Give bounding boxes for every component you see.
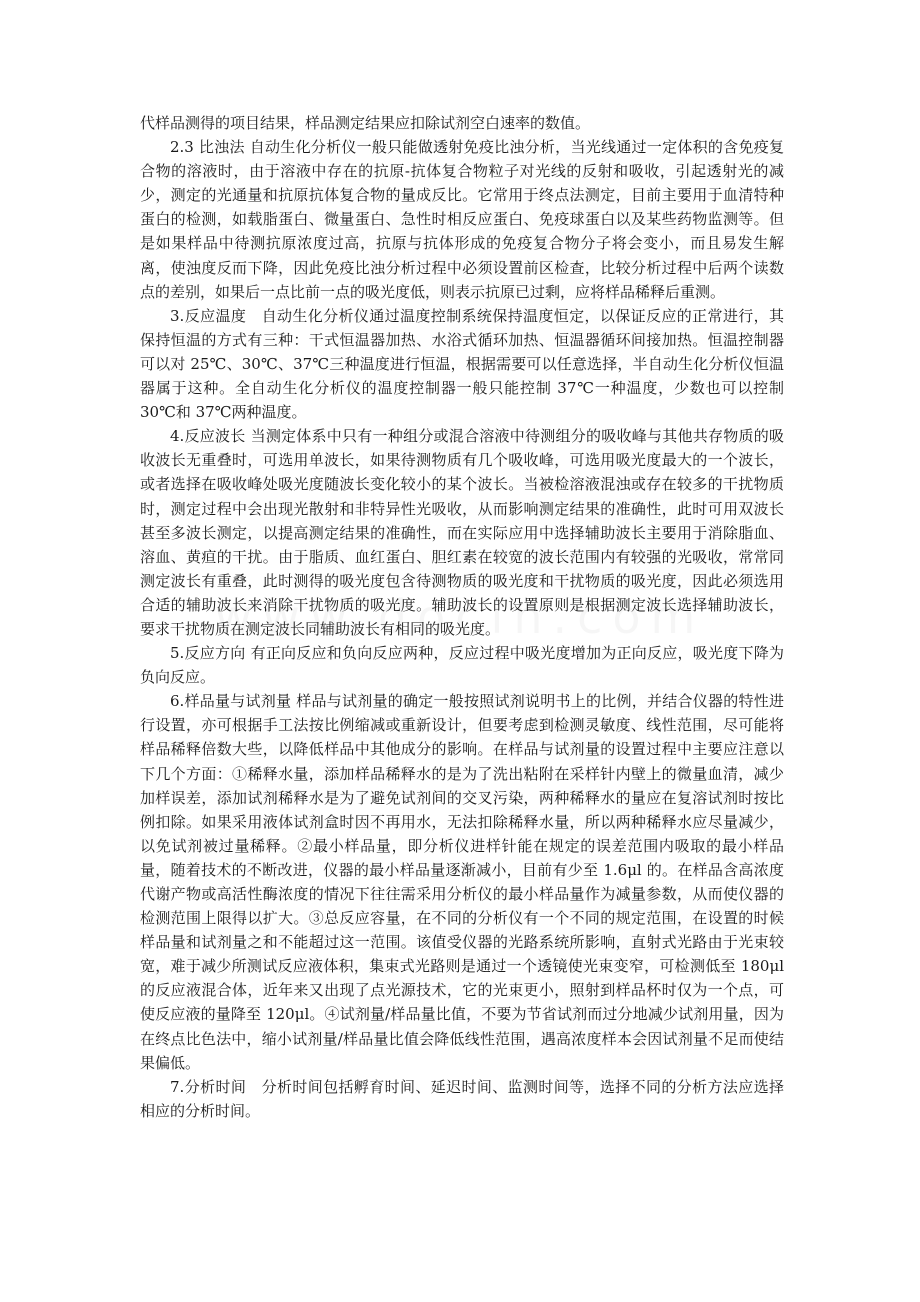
paragraph-continuation: 代样品测得的项目结果，样品测定结果应扣除试剂空白速率的数值。 — [140, 114, 591, 132]
paragraph-turbidimetry: 2.3 比浊法 自动生化分析仪一般只能做透射免疫比浊分析，当光线通过一定体积的含免疫复合物的溶液时，由于溶液中存在的抗原-抗体复合物粒子对光线的反射和吸收，引起透射光的减少，测定的光通量和抗原抗体复合物的量成反比。它常用于终点法测定，目前主要用于血清特种蛋白的检测，如载脂蛋白、微量蛋白、急性时相反应蛋白、免疫球蛋白以及某些药物监测等。但是如果样品中待测抗原浓度过高，抗原与抗体形成的免疫复合物分子将会变小，而且易发生解离，使浊度反而下降，因此免疫比浊分析过程中必须设置前区检查，比较分析过程中后两个读数点的差别，如果后一点比前一点的吸光度低，则表示抗原已过剩，应将样品稀释后重测。 — [140, 138, 784, 301]
paragraph-reaction-direction: 5.反应方向 有正向反应和负向反应两种，反应过程中吸光度增加为正向反应，吸光度下降为负向反应。 — [140, 644, 784, 687]
paragraph-reaction-temperature: 3.反应温度 自动生化分析仪通过温度控制系统保持温度恒定，以保证反应的正常进行，其保持恒温的方式有三种：干式恒温器加热、水浴式循环加热、恒温器循环间接加热。恒温控制器可以对 25℃、30℃、37℃三种温度进行恒温，根据需要可以任意选择，半自动生化分析仪恒温器属于这种。全自动生化分析仪的温度控制器一般只能控制 37℃一种温度，少数也可以控制 30℃和 37℃两种温度。 — [140, 306, 784, 422]
paragraph-analysis-time: 7.分析时间 分析时间包括孵育时间、延迟时间、监测时间等，选择不同的分析方法应选择相应的分析时间。 — [140, 1077, 784, 1120]
document-body — [140, 111, 784, 1123]
paragraph-sample-reagent-volume: 6.样品量与试剂量 样品与试剂量的确定一般按照试剂说明书上的比例，并结合仪器的特性进行设置，亦可根据手工法按比例缩减或重新设计，但要考虑到检测灵敏度、线性范围，尽可能将样品稀释倍数大些，以降低样品中其他成分的影响。在样品与试剂量的设置过程中主要应注意以下几个方面：①稀释水量，添加样品稀释水的是为了洗出粘附在采样针内壁上的微量血清，减少加样误差，添加试剂稀释水是为了避免试剂间的交叉污染，两种稀释水的量应在复溶试剂时按比例扣除。如果采用液体试剂盒时因不再用水，无法扣除稀释水量，所以两种稀释水应尽量减少，以免试剂被过量稀释。②最小样品量，即分析仪进样针能在规定的误差范围内吸取的最小样品量，随着技术的不断改进，仪器的最小样品量逐渐减小，目前有少至 1.6μl 的。在样品含高浓度代谢产物或高活性酶浓度的情况下往往需采用分析仪的最小样品量作为减量参数，从而使仪器的检测范围上限得以扩大。③总反应容量，在不同的分析仪有一个不同的规定范围，在设置的时候样品量和试剂量之和不能超过这一范围。该值受仪器的光路系统所影响，直射式光路由于光束较宽，难于减少所测试反应液体积，集束式光路则是通过一个透镜使光束变窄，可检测低至 180μl 的反应液混合体，近年来又出现了点光源技术，它的光束更小，照射到样品杯时仅为一个点，可使反应液的量降至 120μl。④试剂量/样品量比值，不要为节省试剂而过分地减少试剂用量，因为在终点比色法中，缩小试剂量/样品量比值会降低线性范围，遇高浓度样本会因试剂量不足而使结果偏低。 — [140, 692, 784, 1072]
paragraph-reaction-wavelength: 4.反应波长 当测定体系中只有一种组分或混合溶液中待测组分的吸收峰与其他共存物质的吸收波长无重叠时，可选用单波长，如果待测物质有几个吸收峰，可选用吸光度最大的一个波长，或者选择在吸收峰处吸光度随波长变化较小的某个波长。当被检溶液混浊或存在较多的干扰物质时，测定过程中会出现光散射和非特异性光吸收，从而影响测定结果的准确性，此时可用双波长甚至多波长测定，以提高测定结果的准确性，而在实际应用中选择辅助波长主要用于消除脂血、溶血、黄疸的干扰。由于脂质、血红蛋白、胆红素在较宽的波长范围内有较强的光吸收，常常同测定波长有重叠，此时测得的吸光度包含待测物质的吸光度和干扰物质的吸光度，因此必须选用合适的辅助波长来消除干扰物质的吸光度。辅助波长的设置原则是根据测定波长选择辅助波长，要求干扰物质在测定波长同辅助波长有相同的吸光度。 — [140, 427, 784, 638]
